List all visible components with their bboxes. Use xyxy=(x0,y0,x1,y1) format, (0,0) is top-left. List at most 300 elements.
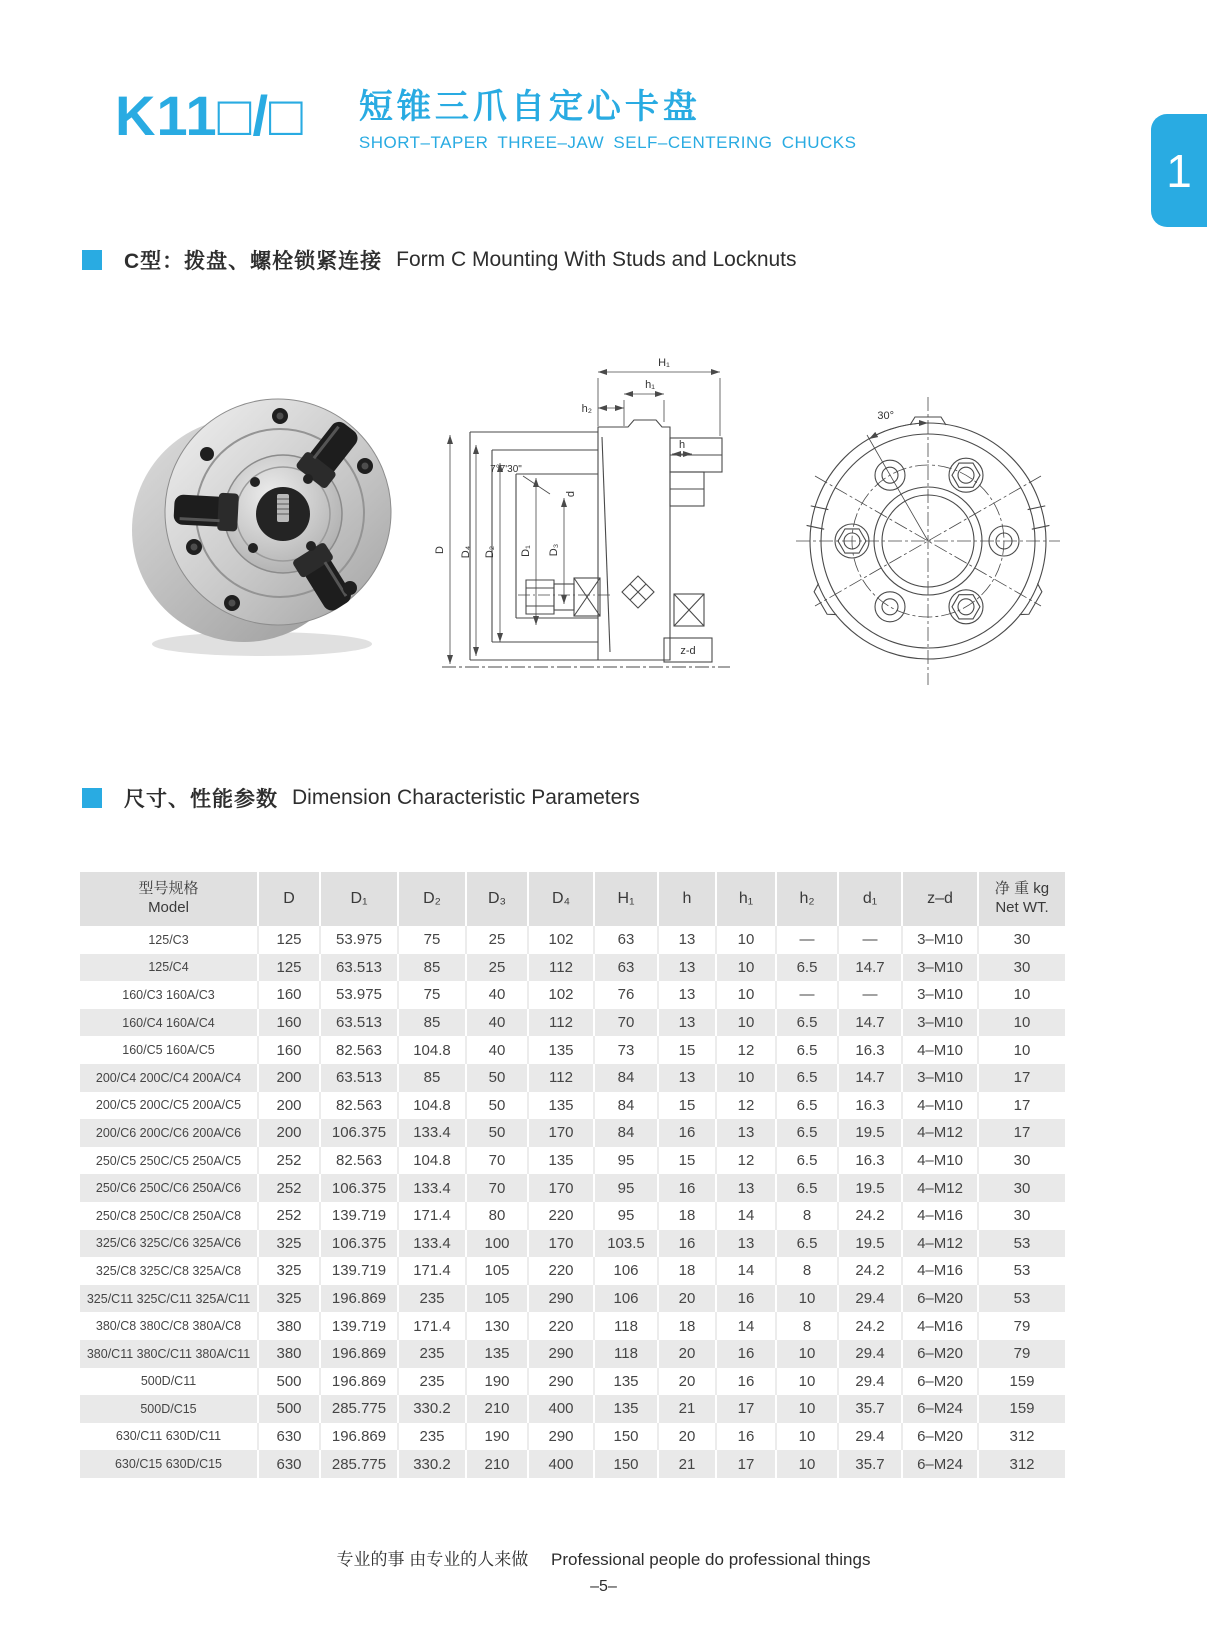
value-cell: 4–M16 xyxy=(902,1312,978,1340)
value-cell: 80 xyxy=(466,1202,528,1230)
value-cell: 25 xyxy=(466,926,528,954)
value-cell: 10 xyxy=(716,954,776,982)
model-cell: 200/C4 200C/C4 200A/C4 xyxy=(80,1064,258,1092)
value-cell: 40 xyxy=(466,981,528,1009)
value-cell: 6–M20 xyxy=(902,1368,978,1396)
value-cell: 200 xyxy=(258,1119,320,1147)
value-cell: 30 xyxy=(1013,1152,1031,1170)
value-cell: 200 xyxy=(258,1092,320,1120)
value-cell: 14 xyxy=(716,1312,776,1340)
table-row xyxy=(80,1450,1065,1478)
footer-slogan xyxy=(0,1545,1207,1570)
table-row xyxy=(80,1147,1065,1175)
value-cell: 30 xyxy=(1013,931,1031,949)
value-cell: 29.4 xyxy=(838,1340,902,1368)
value-cell: 20 xyxy=(658,1368,716,1396)
value-cell: 29.4 xyxy=(838,1285,902,1313)
value-cell: 63.513 xyxy=(320,1009,398,1037)
spec-table xyxy=(80,872,1065,1478)
value-cell: 17 xyxy=(716,1395,776,1423)
table-row xyxy=(80,1423,1065,1451)
value-cell: 380 xyxy=(258,1340,320,1368)
value-cell: 19.5 xyxy=(838,1230,902,1258)
column-header: d₁ xyxy=(838,872,902,926)
value-cell: 10 xyxy=(978,1009,1065,1037)
chapter-tab: 1 xyxy=(1151,114,1207,227)
value-cell: 53.975 xyxy=(320,926,398,954)
value-cell: 118 xyxy=(594,1340,658,1368)
value-cell: 4–M10 xyxy=(902,1036,978,1064)
page-header xyxy=(115,84,857,153)
dimensions-heading-zh: 尺寸、性能参数 xyxy=(124,788,278,811)
value-cell: 135 xyxy=(594,1368,658,1396)
value-cell: 170 xyxy=(528,1119,594,1147)
value-cell: 75 xyxy=(398,926,466,954)
value-cell: 13 xyxy=(658,1064,716,1092)
value-cell: 84 xyxy=(594,1092,658,1120)
value-cell: 133.4 xyxy=(398,1174,466,1202)
value-cell: 53 xyxy=(978,1285,1065,1313)
value-cell: 16 xyxy=(716,1340,776,1368)
value-cell: 17 xyxy=(716,1450,776,1478)
value-cell: 10 xyxy=(1013,986,1031,1004)
dim-label-D3: D₃ xyxy=(548,543,560,557)
chuck-photo-image xyxy=(112,382,408,664)
value-cell: 6.5 xyxy=(776,1009,838,1037)
value-cell: 10 xyxy=(776,1368,838,1396)
value-cell: 18 xyxy=(658,1312,716,1340)
value-cell: 10 xyxy=(776,1395,838,1423)
table-row xyxy=(80,1312,1065,1340)
value-cell: 330.2 xyxy=(398,1395,466,1423)
value-cell: 95 xyxy=(594,1174,658,1202)
value-cell: 500 xyxy=(258,1368,320,1396)
value-cell: 63.513 xyxy=(320,1064,398,1092)
value-cell: 290 xyxy=(528,1285,594,1313)
value-cell: 13 xyxy=(716,1119,776,1147)
value-cell: 53 xyxy=(1013,1262,1031,1280)
value-cell: 82.563 xyxy=(320,1036,398,1064)
table-row xyxy=(80,954,1065,982)
column-header: D₃ xyxy=(466,872,528,926)
value-cell: 160 xyxy=(258,1009,320,1037)
value-cell: 84 xyxy=(594,1119,658,1147)
table-row xyxy=(80,1257,1065,1285)
value-cell: 104.8 xyxy=(398,1092,466,1120)
value-cell: 135 xyxy=(528,1036,594,1064)
model-cell: 125/C4 xyxy=(80,954,258,982)
value-cell: 16 xyxy=(658,1174,716,1202)
dim-label-D2: D₂ xyxy=(484,545,496,559)
value-cell: 112 xyxy=(528,1009,594,1037)
value-cell: 220 xyxy=(528,1202,594,1230)
value-cell: 106.375 xyxy=(320,1230,398,1258)
value-cell: 285.775 xyxy=(320,1395,398,1423)
value-cell: 220 xyxy=(528,1257,594,1285)
value-cell: 290 xyxy=(528,1423,594,1451)
value-cell: 196.869 xyxy=(320,1368,398,1396)
value-cell: 10 xyxy=(776,1450,838,1478)
value-cell: 85 xyxy=(398,1009,466,1037)
value-cell: 29.4 xyxy=(838,1423,902,1451)
dim-label-d: d xyxy=(565,490,577,498)
value-cell: 50 xyxy=(466,1119,528,1147)
page-title-en: SHORT–TAPER THREE–JAW SELF–CENTERING CHUCKS xyxy=(358,133,857,153)
dim-label-D4: D₄ xyxy=(460,545,472,559)
dim-label-taper-angle: 7°7'30" xyxy=(490,464,522,475)
value-cell: 17 xyxy=(1013,1096,1031,1114)
value-cell: 159 xyxy=(1009,1372,1035,1390)
value-cell: 6.5 xyxy=(776,1119,838,1147)
value-cell: 160 xyxy=(258,981,320,1009)
value-cell: 10 xyxy=(716,981,776,1009)
value-cell: 170 xyxy=(528,1230,594,1258)
value-cell: 135 xyxy=(528,1147,594,1175)
value-cell: 82.563 xyxy=(320,1147,398,1175)
value-cell: 15 xyxy=(658,1092,716,1120)
value-cell: 15 xyxy=(658,1147,716,1175)
value-cell: 312 xyxy=(978,1450,1065,1478)
value-cell: 290 xyxy=(528,1368,594,1396)
value-cell: — xyxy=(776,926,838,954)
value-cell: 6–M20 xyxy=(902,1285,978,1313)
value-cell: 8 xyxy=(776,1202,838,1230)
value-cell: 130 xyxy=(466,1312,528,1340)
value-cell: 118 xyxy=(594,1312,658,1340)
value-cell: 4–M12 xyxy=(902,1119,978,1147)
value-cell: 112 xyxy=(528,1064,594,1092)
value-cell: 14.7 xyxy=(838,1064,902,1092)
value-cell: 16 xyxy=(658,1119,716,1147)
dim-label-zd: z-d xyxy=(680,645,696,657)
value-cell: 76 xyxy=(594,981,658,1009)
value-cell: 103.5 xyxy=(594,1230,658,1258)
value-cell: 252 xyxy=(258,1202,320,1230)
value-cell: 14 xyxy=(716,1257,776,1285)
column-header: h xyxy=(658,872,716,926)
value-cell: 13 xyxy=(716,1174,776,1202)
value-cell: 105 xyxy=(466,1257,528,1285)
value-cell: 95 xyxy=(594,1202,658,1230)
value-cell: 13 xyxy=(658,954,716,982)
value-cell: 171.4 xyxy=(398,1202,466,1230)
value-cell: 85 xyxy=(398,1064,466,1092)
model-cell: 250/C5 250C/C5 250A/C5 xyxy=(80,1147,258,1175)
value-cell: 235 xyxy=(398,1368,466,1396)
page-number: –5– xyxy=(590,1578,617,1595)
table-row xyxy=(80,1340,1065,1368)
value-cell: 10 xyxy=(1013,1041,1031,1059)
value-cell: 12 xyxy=(716,1147,776,1175)
value-cell: 190 xyxy=(466,1423,528,1451)
front-view-svg xyxy=(778,375,1080,693)
value-cell: 104.8 xyxy=(398,1147,466,1175)
value-cell: 8 xyxy=(776,1312,838,1340)
model-cell: 160/C3 160A/C3 xyxy=(80,981,258,1009)
value-cell: 6–M24 xyxy=(902,1395,978,1423)
value-cell: 6.5 xyxy=(776,1147,838,1175)
value-cell: 210 xyxy=(466,1450,528,1478)
value-cell: 17 xyxy=(978,1064,1065,1092)
table-row xyxy=(80,1368,1065,1396)
value-cell: 16 xyxy=(716,1285,776,1313)
value-cell: 16 xyxy=(716,1423,776,1451)
value-cell: 50 xyxy=(466,1092,528,1120)
value-cell: 102 xyxy=(528,926,594,954)
value-cell: 24.2 xyxy=(838,1202,902,1230)
value-cell: 40 xyxy=(466,1009,528,1037)
value-cell: 84 xyxy=(594,1064,658,1092)
spec-table-header-row xyxy=(80,872,1065,926)
column-header: D₄ xyxy=(528,872,594,926)
value-cell: 135 xyxy=(528,1092,594,1120)
model-code: K11□/□ xyxy=(115,84,304,147)
table-row xyxy=(80,1174,1065,1202)
value-cell: 73 xyxy=(594,1036,658,1064)
value-cell: 235 xyxy=(398,1423,466,1451)
value-cell: 400 xyxy=(528,1395,594,1423)
value-cell: 16.3 xyxy=(838,1036,902,1064)
value-cell: 630 xyxy=(258,1450,320,1478)
model-cell: 125/C3 xyxy=(80,926,258,954)
mounting-heading-en: Form C Mounting With Studs and Locknuts xyxy=(396,248,797,271)
value-cell: 29.4 xyxy=(838,1368,902,1396)
value-cell: 10 xyxy=(716,1064,776,1092)
table-row xyxy=(80,1092,1065,1120)
value-cell: 15 xyxy=(658,1036,716,1064)
value-cell: 3–M10 xyxy=(902,981,978,1009)
spec-table-body xyxy=(80,926,1065,1478)
table-row xyxy=(80,1285,1065,1313)
value-cell: 6.5 xyxy=(776,1064,838,1092)
value-cell: 6.5 xyxy=(776,1174,838,1202)
value-cell: 20 xyxy=(658,1423,716,1451)
value-cell: 3–M10 xyxy=(902,1009,978,1037)
value-cell: 70 xyxy=(466,1147,528,1175)
value-cell: 170 xyxy=(528,1174,594,1202)
value-cell: 325 xyxy=(258,1285,320,1313)
value-cell: 18 xyxy=(658,1202,716,1230)
value-cell: 139.719 xyxy=(320,1312,398,1340)
table-row xyxy=(80,981,1065,1009)
title-block xyxy=(359,88,857,153)
value-cell: 220 xyxy=(528,1312,594,1340)
value-cell: 53 xyxy=(978,1230,1065,1258)
value-cell: 16.3 xyxy=(838,1147,902,1175)
table-row xyxy=(80,1036,1065,1064)
value-cell: 196.869 xyxy=(320,1340,398,1368)
dim-label-30deg: 30° xyxy=(877,410,894,422)
value-cell: 6–M24 xyxy=(902,1450,978,1478)
value-cell: 139.719 xyxy=(320,1202,398,1230)
value-cell: 4–M10 xyxy=(902,1092,978,1120)
value-cell: 63.513 xyxy=(320,954,398,982)
value-cell: 30 xyxy=(1013,1207,1031,1225)
value-cell: 500 xyxy=(258,1395,320,1423)
value-cell: 3–M10 xyxy=(902,1064,978,1092)
value-cell: 100 xyxy=(466,1230,528,1258)
value-cell: 3–M10 xyxy=(902,926,978,954)
value-cell: 102 xyxy=(528,981,594,1009)
section-view-svg xyxy=(428,342,740,687)
model-cell: 500D/C11 xyxy=(80,1368,258,1396)
dim-label-H1: H₁ xyxy=(658,357,670,369)
footer-slogan-en: Professional people do professional things xyxy=(551,1550,871,1569)
value-cell: 630 xyxy=(258,1423,320,1451)
value-cell: 70 xyxy=(466,1174,528,1202)
dimensions-heading-en: Dimension Characteristic Parameters xyxy=(292,786,640,809)
dim-label-D1: D₁ xyxy=(520,545,532,557)
value-cell: 25 xyxy=(466,954,528,982)
value-cell: 63 xyxy=(594,926,658,954)
value-cell: 14 xyxy=(716,1202,776,1230)
table-row xyxy=(80,1064,1065,1092)
model-cell: 160/C4 160A/C4 xyxy=(80,1009,258,1037)
value-cell: 19.5 xyxy=(838,1119,902,1147)
model-cell: 325/C11 325C/C11 325A/C11 xyxy=(80,1285,258,1313)
value-cell: 104.8 xyxy=(398,1036,466,1064)
chuck-photo xyxy=(112,382,408,664)
value-cell: 8 xyxy=(776,1257,838,1285)
value-cell: 10 xyxy=(776,1285,838,1313)
model-cell: 325/C8 325C/C8 325A/C8 xyxy=(80,1257,258,1285)
value-cell: — xyxy=(838,981,902,1009)
section-heading-mounting xyxy=(82,245,797,275)
model-cell: 325/C6 325C/C6 325A/C6 xyxy=(80,1230,258,1258)
value-cell: 21 xyxy=(658,1395,716,1423)
model-cell: 250/C8 250C/C8 250A/C8 xyxy=(80,1202,258,1230)
dim-label-h: h xyxy=(678,439,686,451)
table-row xyxy=(80,1395,1065,1423)
value-cell: 160 xyxy=(258,1036,320,1064)
front-view-drawing xyxy=(778,375,1080,693)
value-cell: 106.375 xyxy=(320,1174,398,1202)
value-cell: 171.4 xyxy=(398,1312,466,1340)
page-title-zh: 短锥三爪自定心卡盘 xyxy=(358,88,701,126)
column-header: D₁ xyxy=(320,872,398,926)
column-header: z–d xyxy=(902,872,978,926)
value-cell: 6.5 xyxy=(776,1036,838,1064)
value-cell: 95 xyxy=(594,1147,658,1175)
value-cell: 50 xyxy=(466,1064,528,1092)
section-heading-dimensions xyxy=(82,783,640,813)
model-cell: 630/C11 630D/C11 xyxy=(80,1423,258,1451)
value-cell: 135 xyxy=(466,1340,528,1368)
column-header: D₂ xyxy=(398,872,466,926)
value-cell: 13 xyxy=(716,1230,776,1258)
value-cell: 290 xyxy=(528,1340,594,1368)
model-cell: 250/C6 250C/C6 250A/C6 xyxy=(80,1174,258,1202)
value-cell: 14.7 xyxy=(838,954,902,982)
table-row xyxy=(80,1009,1065,1037)
value-cell: 16.3 xyxy=(838,1092,902,1120)
value-cell: 171.4 xyxy=(398,1257,466,1285)
value-cell: 13 xyxy=(658,981,716,1009)
value-cell: 106 xyxy=(594,1257,658,1285)
column-header: 净 重 kg Net WT. xyxy=(978,872,1065,926)
model-cell: 200/C5 200C/C5 200A/C5 xyxy=(80,1092,258,1120)
value-cell: 4–M16 xyxy=(902,1257,978,1285)
value-cell: 16 xyxy=(658,1230,716,1258)
value-cell: 4–M10 xyxy=(902,1147,978,1175)
value-cell: 196.869 xyxy=(320,1423,398,1451)
model-cell: 500D/C15 xyxy=(80,1395,258,1423)
value-cell: 285.775 xyxy=(320,1450,398,1478)
value-cell: 106.375 xyxy=(320,1119,398,1147)
value-cell: 35.7 xyxy=(838,1395,902,1423)
value-cell: 35.7 xyxy=(838,1450,902,1478)
dim-label-h1: h₁ xyxy=(645,379,655,391)
value-cell: 112 xyxy=(528,954,594,982)
value-cell: 6–M20 xyxy=(902,1340,978,1368)
dim-label-h2: h₂ xyxy=(581,403,592,415)
model-cell: 630/C15 630D/C15 xyxy=(80,1450,258,1478)
value-cell: 53.975 xyxy=(320,981,398,1009)
value-cell: 13 xyxy=(658,1009,716,1037)
value-cell: 12 xyxy=(716,1036,776,1064)
value-cell: 380 xyxy=(258,1312,320,1340)
value-cell: 4–M12 xyxy=(902,1174,978,1202)
value-cell: 63 xyxy=(594,954,658,982)
value-cell: 19.5 xyxy=(838,1174,902,1202)
value-cell: 30 xyxy=(978,954,1065,982)
value-cell: 4–M12 xyxy=(902,1230,978,1258)
value-cell: — xyxy=(776,981,838,1009)
value-cell: 400 xyxy=(528,1450,594,1478)
value-cell: 24.2 xyxy=(838,1312,902,1340)
value-cell: 18 xyxy=(658,1257,716,1285)
value-cell: 252 xyxy=(258,1174,320,1202)
value-cell: 12 xyxy=(716,1092,776,1120)
value-cell: 150 xyxy=(594,1450,658,1478)
model-cell: 380/C8 380C/C8 380A/C8 xyxy=(80,1312,258,1340)
table-row xyxy=(80,1119,1065,1147)
column-header: H₁ xyxy=(594,872,658,926)
value-cell: 105 xyxy=(466,1285,528,1313)
value-cell: 3–M10 xyxy=(902,954,978,982)
value-cell: 24.2 xyxy=(838,1257,902,1285)
column-header: h₂ xyxy=(776,872,838,926)
value-cell: 70 xyxy=(594,1009,658,1037)
value-cell: 10 xyxy=(716,1009,776,1037)
value-cell: 10 xyxy=(716,926,776,954)
value-cell: 325 xyxy=(258,1257,320,1285)
value-cell: 40 xyxy=(466,1036,528,1064)
value-cell: 150 xyxy=(594,1423,658,1451)
value-cell: 6–M20 xyxy=(902,1423,978,1451)
value-cell: 75 xyxy=(398,981,466,1009)
value-cell: 330.2 xyxy=(398,1450,466,1478)
column-header: 型号规格 Model xyxy=(80,872,258,926)
value-cell: 16 xyxy=(716,1368,776,1396)
footer-slogan-zh: 专业的事 由专业的人来做 xyxy=(336,1550,529,1569)
dim-label-D: D xyxy=(434,546,446,554)
value-cell: 133.4 xyxy=(398,1230,466,1258)
value-cell: 20 xyxy=(658,1285,716,1313)
model-cell: 200/C6 200C/C6 200A/C6 xyxy=(80,1119,258,1147)
section-bullet-icon xyxy=(82,788,102,808)
section-view-drawing xyxy=(428,342,740,687)
model-cell: 160/C5 160A/C5 xyxy=(80,1036,258,1064)
value-cell: 17 xyxy=(978,1119,1065,1147)
value-cell: 125 xyxy=(258,954,320,982)
value-cell: 200 xyxy=(258,1064,320,1092)
table-row xyxy=(80,1202,1065,1230)
value-cell: 135 xyxy=(594,1395,658,1423)
value-cell: — xyxy=(838,926,902,954)
table-row xyxy=(80,1230,1065,1258)
value-cell: 20 xyxy=(658,1340,716,1368)
